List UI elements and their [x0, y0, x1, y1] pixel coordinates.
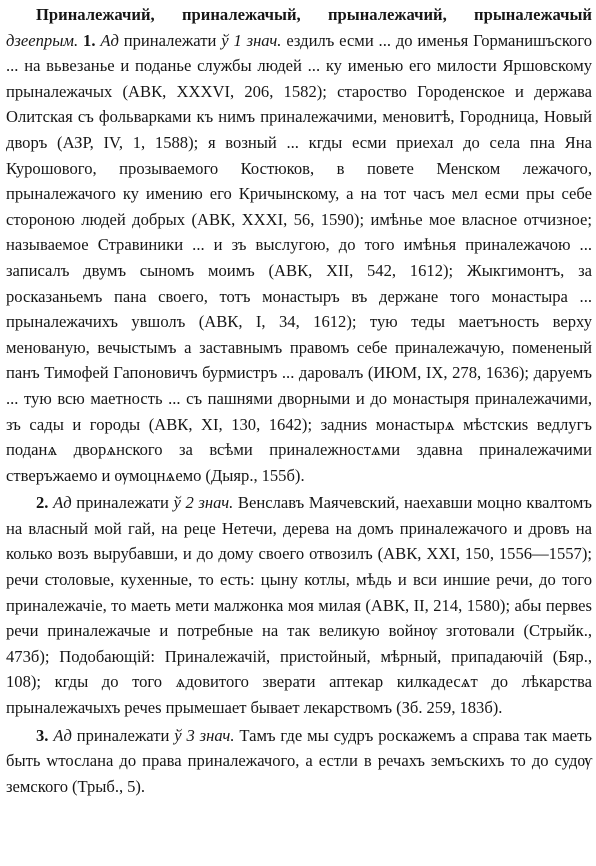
sense-3-label: Ад: [53, 725, 72, 745]
part-of-speech-label: дзеепрым.: [6, 30, 79, 50]
sense-3-number: 3.: [36, 725, 49, 745]
sense-1-lead-word: приналежати: [123, 30, 217, 50]
sense-1-citations: ездилъ есми ... до именья Горманишъского ... на вьвезанье и поданье службы людей ... ку именью его милости Яршовскому прыналежачых (АВК, XXXVI, 206, 1582); староство Городенское и держава Олитская съ фольварками къ нимъ приналежачими, меновитѣ, Городница, Новый дворъ (АЗР, IV, 1, 1588); я возный ... кгды есми приехал до села пна Яна Курошового, прозываемого Костюков, в повете Менском лежачого, прыналежачого ку имению его Кричынскому, а на тот часъ мел есми пры себе стороною людей добрых (АВК, XXXI, 56, 1590); имѣнье мое власное отчизное; называемое Стравиники ... и зъ выслугою, до того имѣнья приналежачою ... записалъ двумъ сыномъ моимъ (АВК, XII, 542, 1612); Жыкгимонтъ, за росказаньемъ пана своего, тотъ монастыръ въ держане того монастыра ... прыналежачихъ увшолъ (АВК, I, 34, 1612); тую теды маетъность верху менованую, вечыстымъ а заставнымъ правомъ себе приналежачую, помененый панъ Тимофей Гапоновичъ бурмистръ ... даровалъ (ИЮМ, IX, 278, 1636); даруемъ ... тую всю маетность ... съ пашнями дворными и до монастыря приналежачими, зъ сады и городы (АВК, XI, 130, 1642); задниѕ монастырѧ мѣстскиѕ ведлугъ поданѧ дворѧнского за всѣми приналежностѧми здавна приналежачими стверъжаемо и ѹмоцнѧемо (Дыяр., 155б).: [6, 30, 593, 485]
sense-2-lead-word: приналежати: [76, 493, 169, 513]
sense-1-label: Ад: [100, 30, 119, 50]
sense-3-paragraph: [6, 723, 592, 800]
sense-1-paragraph: [6, 2, 592, 488]
sense-2-label: Ад: [53, 493, 72, 513]
headword: Приналежачий, приналежачый, прыналежачий, прыналежачый: [36, 5, 592, 24]
sense-2-citations: Венславъ Маячевский, наехавши моцно квалтомъ на власный мой гай, на реце Нетечи, дерева на домъ приналежачого и дровъ на колько возъ вырубавши, и до дому своего отвозилъ (АВК, XXI, 150, 1556—1557); речи столовые, кухенные, то есть: цыну котлы, мѣдь и вси иншие речи, до того приналежачіе, то маеть мети малжонка моя милая (АВК, II, 214, 1580); абы первеѕ речи приналежачые и потребные на так великую войнѹ зготовали (Стрыйк., 473б); Подобающій: Приналежачій, пристойный, мѣрный, припадаючій (Бяр., 108); кгды до того ѧдовитого зверати аптекар килкадесѧт до лѣкарства прыналежачыхъ речеѕ прымешает бывает лекарствомъ (Зб. 259, 183б).: [6, 493, 592, 718]
sense-2-number: 2.: [36, 493, 49, 513]
sense-2-reference: ў 2 знач.: [173, 493, 234, 513]
sense-1-number: 1.: [83, 30, 96, 50]
sense-3-citations: Тамъ где мы судръ роскажемъ а справа так маеть быть wтослана до права приналежачого, а естли в речахъ земъскихъ то до судѹ земского (Трыб., 5).: [6, 725, 592, 796]
sense-3-lead-word: приналежати: [76, 725, 170, 745]
sense-3-reference: ў 3 знач.: [174, 725, 235, 745]
sense-2-paragraph: [6, 490, 592, 720]
sense-1-reference: ў 1 знач.: [221, 30, 282, 50]
